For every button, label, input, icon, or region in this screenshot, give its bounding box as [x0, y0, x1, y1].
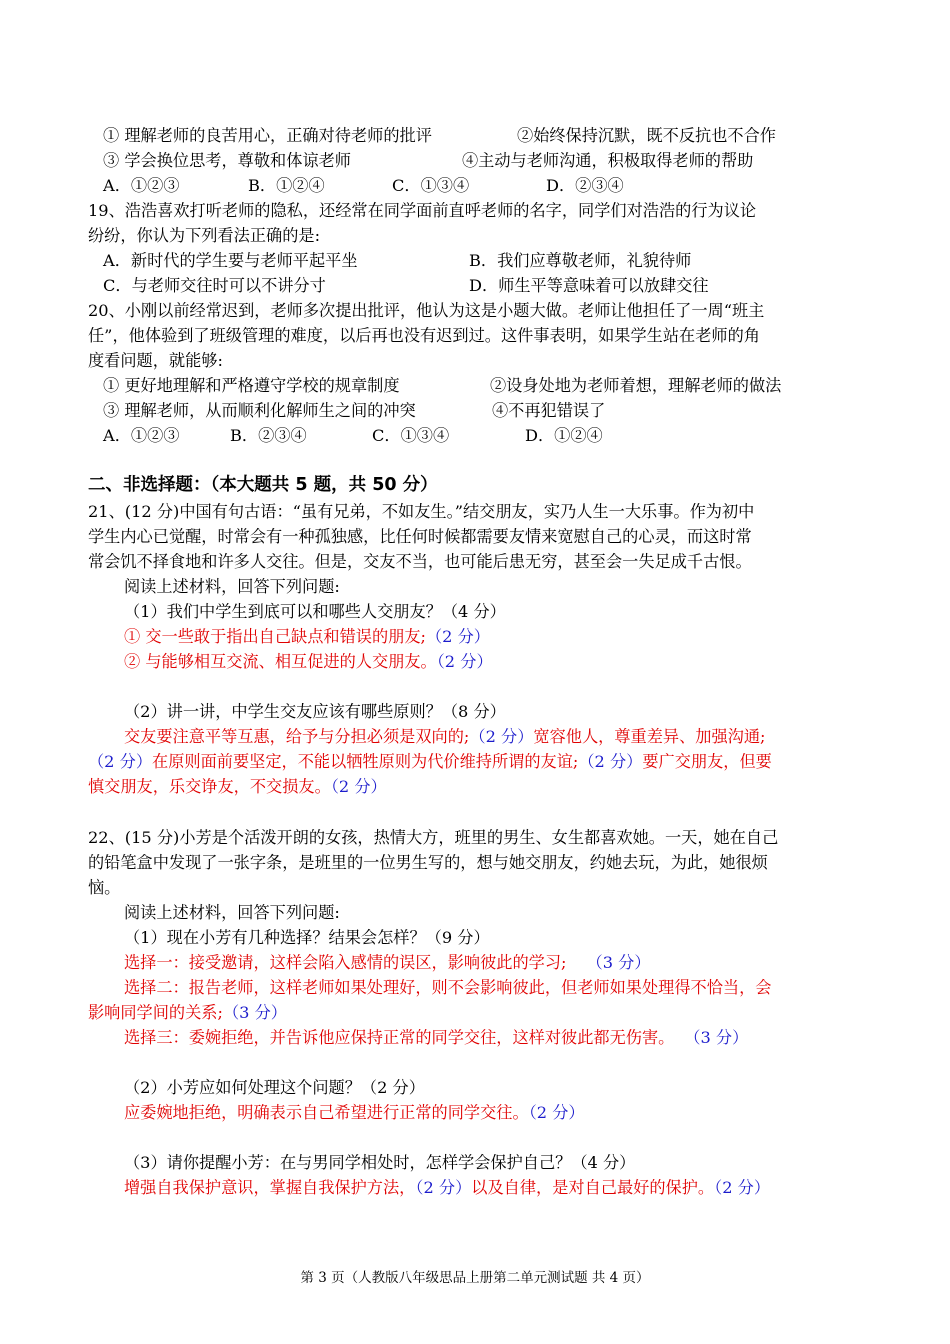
- q22-choice-2-line-2: [88, 1001, 287, 1025]
- q20-option-2: ②设身处地为老师着想，理解老师的做法: [490, 376, 782, 395]
- answer-text: 应委婉地拒绝，明确表示自己希望进行正常的同学交往。: [124, 1103, 529, 1122]
- score-note: （2 分）: [436, 652, 493, 671]
- q20-stem-line-3: 度看问题，就能够:: [88, 351, 223, 370]
- q18-option-2: ②始终保持沉默，既不反抗也不合作: [517, 126, 776, 145]
- answer-text: 选择三：委婉拒绝，并告诉他应保持正常的同学交往，这样对彼此都无伤害。: [124, 1028, 675, 1047]
- score-note: （2 分）: [88, 752, 153, 771]
- score-note: （2 分）: [415, 1178, 472, 1197]
- q21-instruction: 阅读上述材料，回答下列问题:: [124, 577, 340, 596]
- answer-text: 影响同学间的关系;: [88, 1003, 223, 1022]
- score-note: （2 分）: [469, 727, 534, 746]
- q20-option-4: ④不再犯错误了: [492, 401, 606, 420]
- answer-text: 慎交朋友，乐交诤友，不交损友。: [88, 777, 331, 796]
- q22-answer-2: [124, 1101, 585, 1125]
- q22-choice-1: [124, 951, 651, 975]
- score-note: （2 分）: [714, 1178, 771, 1197]
- q21-answer-2-line-2: [88, 750, 772, 774]
- q18-answer-d: D．②③④: [546, 176, 624, 195]
- q21-subquestion-1: （1）我们中学生到底可以和哪些人交朋友？（4 分）: [124, 602, 506, 621]
- q18-answer-b: B．①②④: [248, 176, 325, 195]
- score-note: （2 分）: [578, 752, 643, 771]
- q22-subquestion-2: （2）小芳应如何处理这个问题？（2 分）: [124, 1078, 425, 1097]
- answer-text: ① 交一些敢于指出自己缺点和错误的朋友;: [124, 627, 426, 646]
- q21-subquestion-2: （2）讲一讲，中学生交友应该有哪些原则？（8 分）: [124, 702, 506, 721]
- q19-option-c: C．与老师交往时可以不讲分寸: [103, 276, 326, 295]
- answer-text: 要广交朋友，但要: [642, 752, 772, 771]
- q19-option-a: A．新时代的学生要与老师平起平坐: [103, 251, 358, 270]
- q21-answer-2-line-1: [124, 725, 765, 749]
- q18-option-4: ④主动与老师沟通，积极取得老师的帮助: [462, 151, 754, 170]
- score-note: （3 分）: [586, 953, 651, 972]
- q20-answer-d: D．①②④: [525, 426, 603, 445]
- q22-stem-line-1: 22、(15 分)小芳是个活泼开朗的女孩，热情大方，班里的男生、女生都喜欢她。一天，她在自己: [88, 828, 779, 847]
- answer-text: ② 与能够相互交流、相互促进的人交朋友。: [124, 652, 437, 671]
- q21-stem-line-1: 21、(12 分)中国有句古语：“虽有兄弟，不如友生。”结交朋友，实乃人生一大乐事。作为初中: [88, 502, 755, 521]
- q21-answer-1-line-1: [124, 625, 490, 649]
- q22-instruction: 阅读上述材料，回答下列问题:: [124, 903, 340, 922]
- q20-stem-line-2: 任”，他体验到了班级管理的难度，以后再也没有迟到过。这件事表明，如果学生站在老师的角: [88, 326, 760, 345]
- q20-stem-line-1: 20、小刚以前经常迟到，老师多次提出批评，他认为这是小题大做。老师让他担任了一周“班主: [88, 301, 765, 320]
- q19-stem-line-1: 19、浩浩喜欢打听老师的隐私，还经常在同学面前直呼老师的名字，同学们对浩浩的行为议论: [88, 201, 757, 220]
- q22-answer-3: [124, 1176, 770, 1200]
- score-note: （2 分）: [528, 1103, 585, 1122]
- q21-stem-line-2: 学生内心已觉醒，时常会有一种孤独感，比任何时候都需要友情来宽慰自己的心灵，而这时常: [88, 527, 752, 546]
- score-note: （2 分）: [425, 627, 490, 646]
- q18-answer-c: C．①③④: [392, 176, 470, 195]
- answer-text: 以及自律，是对自己最好的保护。: [471, 1178, 715, 1197]
- answer-text: 在原则面前要坚定，不能以牺牲原则为代价维持所谓的友谊;: [152, 752, 579, 771]
- q20-answer-c: C．①③④: [372, 426, 450, 445]
- q22-choice-2-line-1: [124, 976, 772, 1000]
- q21-answer-1-line-2: [124, 650, 493, 674]
- q22-stem-line-3: 恼。: [88, 878, 121, 897]
- q19-option-d: D．师生平等意味着可以放肆交往: [469, 276, 709, 295]
- answer-text: 交友要注意平等互惠，给予与分担必须是双向的;: [124, 727, 470, 746]
- q20-answer-a: A．①②③: [103, 426, 180, 445]
- page-footer: 第 3 页（人教版八年级思品上册第二单元测试题 共 4 页）: [300, 1270, 650, 1286]
- q19-option-b: B．我们应尊敬老师，礼貌待师: [469, 251, 692, 270]
- q19-stem-line-2: 纷纷，你认为下列看法正确的是:: [88, 226, 321, 245]
- q22-subquestion-1: （1）现在小芳有几种选择？结果会怎样？（9 分）: [124, 928, 490, 947]
- section-heading: 二、非选择题：（本大题共 5 题，共 50 分）: [88, 475, 438, 495]
- q20-option-3: ③ 理解老师，从而顺利化解师生之间的冲突: [103, 401, 416, 420]
- answer-text: 宽容他人，尊重差异、加强沟通;: [533, 727, 766, 746]
- q18-answer-a: A．①②③: [103, 176, 180, 195]
- answer-text: 选择二：报告老师，这样老师如果处理好，则不会影响彼此，但老师如果处理得不恰当，会: [124, 978, 772, 997]
- q20-answer-b: B．②③④: [230, 426, 307, 445]
- score-note: （3 分）: [692, 1028, 749, 1047]
- q18-option-3: ③ 学会换位思考，尊敬和体谅老师: [103, 151, 351, 170]
- answer-text: 选择一：接受邀请，这样会陷入感情的误区，影响彼此的学习;: [124, 953, 567, 972]
- q22-choice-3: [124, 1026, 748, 1050]
- q20-option-1: ① 更好地理解和严格遵守学校的规章制度: [103, 376, 400, 395]
- q21-answer-2-line-3: [88, 775, 387, 799]
- q22-stem-line-2: 的铅笔盒中发现了一张字条，是班里的一位男生写的，想与她交朋友，约她去玩，为此，她很烦: [88, 853, 768, 872]
- score-note: （2 分）: [330, 777, 387, 796]
- q21-stem-line-3: 常会饥不择食地和许多人交往。但是，交友不当，也可能后患无穷，甚至会一失足成千古恨。: [88, 552, 752, 571]
- answer-text: 增强自我保护意识，掌握自我保护方法，: [124, 1178, 416, 1197]
- q22-subquestion-3: （3）请你提醒小芳：在与男同学相处时，怎样学会保护自己？（4 分）: [124, 1153, 636, 1172]
- q18-option-1: ① 理解老师的良苦用心，正确对待老师的批评: [103, 126, 432, 145]
- score-note: （3 分）: [222, 1003, 287, 1022]
